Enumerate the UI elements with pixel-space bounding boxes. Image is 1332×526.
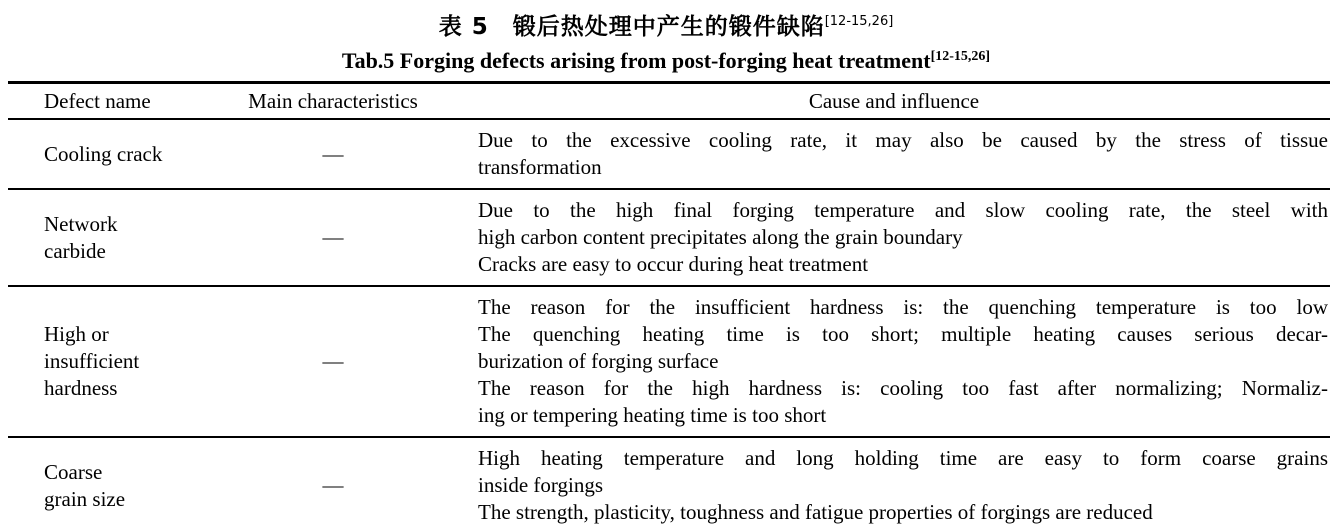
citation-superscript-chinese: [12-15,26] [824, 14, 894, 29]
cause-line: high carbon content precipitates along the grain boundary [478, 225, 963, 249]
table-title-chinese-text: 表 5 锻后热处理中产生的锻件缺陷 [438, 14, 825, 40]
cause-line: Due to the excessive cooling rate, it may also be caused by the stress of tissue [478, 128, 1328, 152]
defect-name-line: Network [44, 211, 118, 236]
cause-line: burization of forging surface [478, 349, 719, 373]
table-row [8, 438, 1330, 526]
cause-line: The reason for the high hardness is: cooling too fast after normalizing; Normaliz- [478, 376, 1328, 400]
table-titles [0, 0, 1332, 75]
table-header-row [8, 84, 1330, 120]
cause-cell [458, 287, 1330, 436]
defect-name-cell [8, 287, 208, 436]
column-header-defect-name: Defect name [44, 88, 151, 113]
defect-name-line: Coarse [44, 459, 103, 484]
cause-line: High heating temperature and long holding time are easy to form coarse grains [478, 446, 1328, 470]
table-body [8, 120, 1330, 526]
table-row [8, 120, 1330, 190]
defect-name-line: carbide [44, 238, 106, 263]
defect-name-line: Cooling crack [44, 141, 163, 166]
table-title-english [0, 42, 1332, 75]
cause-line: ing or tempering heating time is too short [478, 403, 827, 427]
characteristics-cell: — [322, 141, 344, 166]
defects-table [8, 81, 1330, 526]
cause-line: Cracks are easy to occur during heat treatment [478, 252, 869, 276]
defect-name-line: hardness [44, 376, 118, 400]
cause-line: The reason for the insufficient hardness is: the quenching temperature is too low [478, 295, 1328, 319]
table-title-chinese [0, 7, 1332, 42]
cause-line: Due to the high final forging temperature and slow cooling rate, the steel with [478, 198, 1328, 222]
cause-cell [458, 120, 1330, 188]
defect-name-cell [8, 120, 208, 188]
column-header-main-characteristics: Main characteristics [248, 88, 418, 113]
table-row [8, 190, 1330, 287]
defect-name-line: High or [44, 322, 109, 346]
cause-line: The quenching heating time is too short; multiple heating causes serious decar- [478, 322, 1328, 346]
defect-name-line: grain size [44, 486, 126, 511]
cause-line: transformation [478, 155, 602, 179]
characteristics-cell: — [322, 225, 344, 249]
cause-line: inside forgings [478, 473, 604, 497]
cause-cell [458, 190, 1330, 285]
defect-name-cell [8, 190, 208, 285]
table-title-english-text: Tab.5 Forging defects arising from post-forging heat treatment [341, 48, 931, 73]
citation-superscript-english: [12-15,26] [930, 49, 991, 64]
defect-name-line: insufficient [44, 349, 140, 373]
cause-line: The strength, plasticity, toughness and fatigue properties of forgings are reduced [478, 500, 1153, 524]
column-header-cause-and-influence: Cause and influence [808, 88, 980, 113]
table-row [8, 287, 1330, 438]
cause-cell [458, 438, 1330, 526]
characteristics-cell: — [322, 473, 344, 497]
characteristics-cell: — [322, 349, 344, 373]
defect-name-cell [8, 438, 208, 526]
